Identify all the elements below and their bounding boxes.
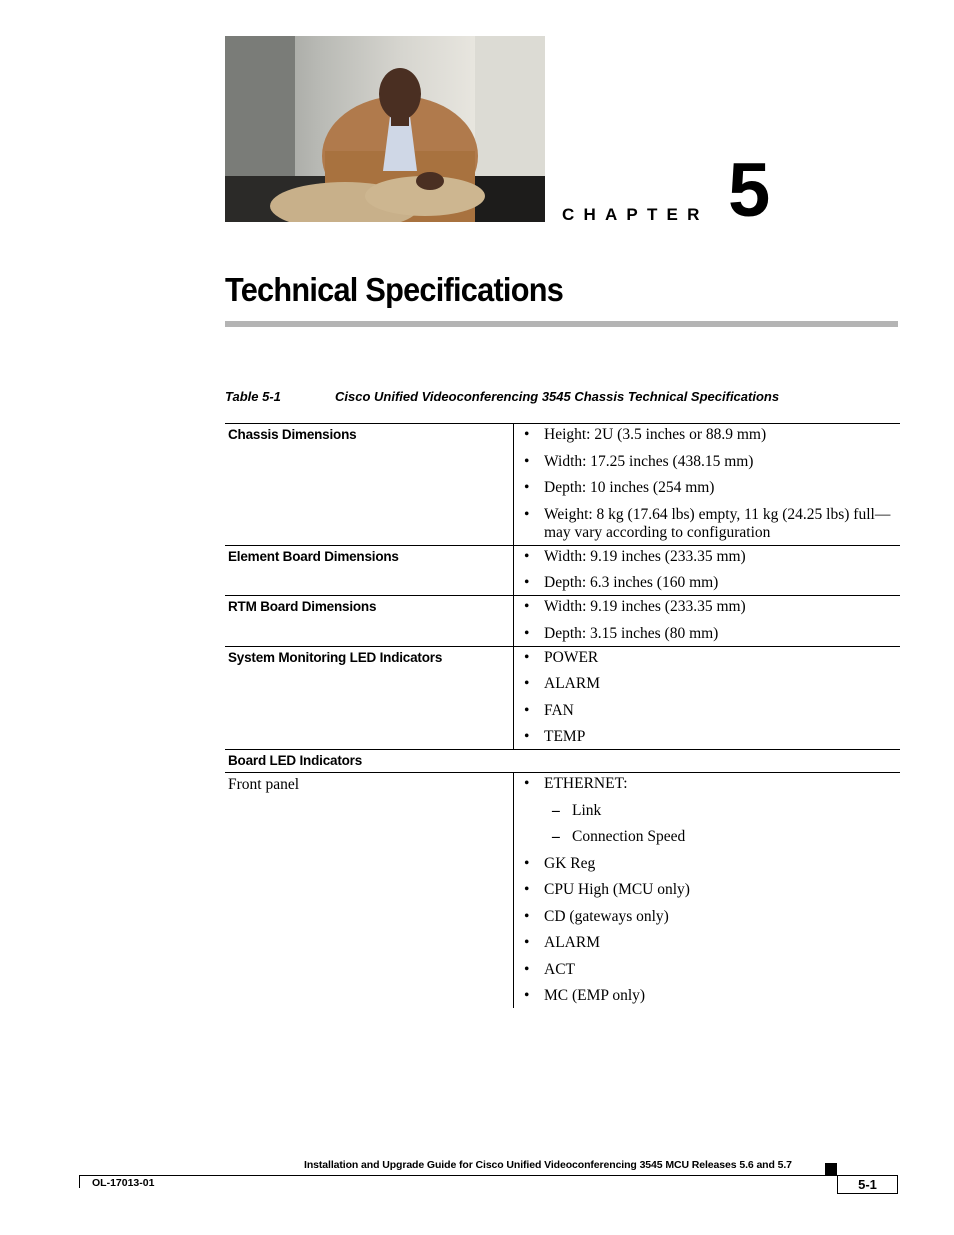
row-label: Chassis Dimensions xyxy=(225,424,514,546)
footer-doc-number: OL-17013-01 xyxy=(92,1177,155,1189)
table-caption-number: Table 5-1 xyxy=(225,389,281,404)
list-item: • Width: 17.25 inches (438.15 mm) xyxy=(524,453,900,471)
list-item: • Weight: 8 kg (17.64 lbs) empty, 11 kg (24.25 lbs) full—may vary according to configuration xyxy=(524,506,900,542)
table-row xyxy=(225,646,900,750)
table-caption-text: Cisco Unified Videoconferencing 3545 Chassis Technical Specifications xyxy=(335,389,780,404)
row-values xyxy=(514,773,901,1009)
table-row xyxy=(225,424,900,546)
page-title: Technical Specifications xyxy=(225,271,564,308)
footer-marker xyxy=(825,1163,837,1175)
footer-page-number: 5-1 xyxy=(837,1175,898,1194)
photo-illustration xyxy=(225,36,545,222)
list-item: • ALARM xyxy=(524,675,900,693)
chapter-photo xyxy=(225,36,545,222)
list-subitem: – Link xyxy=(524,802,900,820)
list-subitem: – Connection Speed xyxy=(524,828,900,846)
row-label: Board LED Indicators xyxy=(225,750,900,773)
list-item: • CD (gateways only) xyxy=(524,908,900,926)
chapter-label: CHAPTER xyxy=(562,205,709,224)
list-item: • ACT xyxy=(524,961,900,979)
row-values xyxy=(514,424,901,546)
list-item: • MC (EMP only) xyxy=(524,987,900,1005)
footer-rule xyxy=(79,1175,898,1176)
table-row xyxy=(225,545,900,596)
list-item: • Depth: 10 inches (254 mm) xyxy=(524,479,900,497)
row-values xyxy=(514,646,901,750)
table-row xyxy=(225,773,900,1009)
row-label: RTM Board Dimensions xyxy=(225,596,514,647)
footer-guide-title: Installation and Upgrade Guide for Cisco Unified Videoconferencing 3545 MCU Releases 5.6 and 5.7 xyxy=(304,1159,792,1171)
row-values xyxy=(514,596,901,647)
title-rule xyxy=(225,321,898,327)
table-row xyxy=(225,750,900,773)
row-label: System Monitoring LED Indicators xyxy=(225,646,514,750)
list-item: • ALARM xyxy=(524,934,900,952)
spec-table xyxy=(225,423,900,1008)
list-item: • Height: 2U (3.5 inches or 88.9 mm) xyxy=(524,426,900,444)
list-item: • FAN xyxy=(524,702,900,720)
row-label: Element Board Dimensions xyxy=(225,545,514,596)
list-item: • Depth: 6.3 inches (160 mm) xyxy=(524,574,900,592)
footer-tick xyxy=(79,1175,80,1188)
list-item: • CPU High (MCU only) xyxy=(524,881,900,899)
list-item: • ETHERNET: xyxy=(524,775,900,793)
list-item: • Width: 9.19 inches (233.35 mm) xyxy=(524,598,900,616)
table-row xyxy=(225,596,900,647)
list-item: • POWER xyxy=(524,649,900,667)
list-item: • GK Reg xyxy=(524,855,900,873)
chapter-number: 5 xyxy=(728,148,771,233)
list-item: • Depth: 3.15 inches (80 mm) xyxy=(524,625,900,643)
list-item: • TEMP xyxy=(524,728,900,746)
row-label: Front panel xyxy=(225,773,514,1009)
row-values xyxy=(514,545,901,596)
list-item: • Width: 9.19 inches (233.35 mm) xyxy=(524,548,900,566)
